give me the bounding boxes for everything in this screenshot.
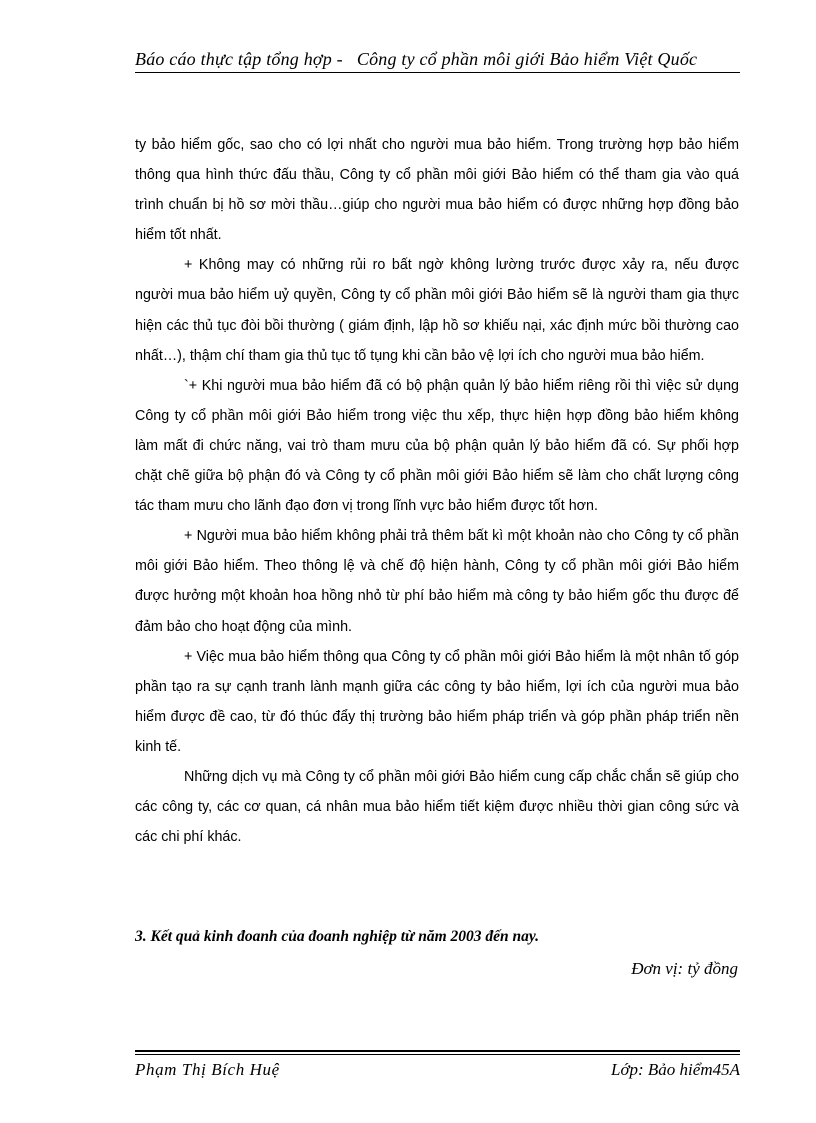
footer-rule-thin <box>135 1054 740 1055</box>
footer-author: Phạm Thị Bích Huệ <box>135 1060 280 1079</box>
page-footer <box>135 1059 740 1083</box>
body-text <box>135 130 739 852</box>
header-rule <box>135 72 740 73</box>
footer-class: Lớp: Bảo hiểm45A <box>610 1060 740 1079</box>
paragraph-summary: Những dịch vụ mà Công ty cổ phần môi giới Bảo hiểm cung cấp chắc chắn sẽ giúp cho các công ty, các cơ quan, cá nhân mua bảo hiểm tiết kiệm được nhiều thời gian công sức và các chi phí khác. <box>135 768 739 846</box>
paragraph-continuation: ty bảo hiểm gốc, sao cho có lợi nhất cho người mua bảo hiểm. Trong trường hợp bảo hiểm thông qua hình thức đấu thầu, Công ty cổ phần môi giới Bảo hiểm có thể tham gia vào quá trình chuẩn bị hồ sơ mời thầu…giúp cho người mua bảo hiểm có được những hợp đồng bảo hiểm tốt nhất. <box>135 137 739 244</box>
paragraph-management: `+ Khi người mua bảo hiểm đã có bộ phận quản lý bảo hiểm riêng rồi thì việc sử dụng Công ty cổ phần môi giới Bảo hiểm trong việc thu xếp, thực hiện hợp đồng bảo hiểm không làm mất đi chức năng, vai trò tham mưu của bộ phận quản lý bảo hiểm đã có. Sự phối hợp chặt chẽ giữa bộ phận đó và Công ty cổ phần môi giới Bảo hiểm sẽ làm cho chất lượng công tác tham mưu cho lãnh đạo đơn vị trong lĩnh vực bảo hiểm được tốt hơn. <box>135 377 739 515</box>
unit-note: Đơn vị: tỷ đồng <box>631 959 738 978</box>
footer-rule-thick <box>135 1050 740 1052</box>
paragraph-competition: + Việc mua bảo hiểm thông qua Công ty cổ phần môi giới Bảo hiểm là một nhân tố góp phần tạo ra sự cạnh tranh lành mạnh giữa các công ty bảo hiểm, lợi ích của người mua bảo hiểm được đề cao, từ đó thúc đẩy thị trường bảo hiểm pháp triển và góp phần pháp triển nền kinh tế. <box>135 648 739 755</box>
paragraph-claims: + Không may có những rủi ro bất ngờ không lường trước được xảy ra, nếu được người mua bảo hiểm uỷ quyền, Công ty cổ phần môi giới Bảo hiểm sẽ là người tham gia thực hiện các thủ tục đòi bồi thường ( giám định, lập hồ sơ khiếu nại, xác định mức bồi thường cao nhất…), thậm chí tham gia thủ tục tố tụng khi cần bảo vệ lợi ích cho người mua bảo hiểm. <box>135 257 739 364</box>
section-heading: 3. Kết quả kinh đoanh của đoanh nghiệp từ năm 2003 đến nay. <box>135 928 540 945</box>
paragraph-commission: + Người mua bảo hiểm không phải trả thêm bất kì một khoản nào cho Công ty cổ phần môi giới Bảo hiểm. Theo thông lệ và chế độ hiện hành, Công ty cổ phần môi giới Bảo hiểm được hưởng một khoản hoa hồng nhỏ từ phí bảo hiểm mà công ty bảo hiểm gốc thu được để đảm bảo cho hoạt động của mình. <box>135 528 739 635</box>
page-header <box>135 48 740 74</box>
header-title: Báo cáo thực tập tổng hợp - Công ty cổ phần môi giới Bảo hiểm Việt Quốc <box>135 49 698 69</box>
